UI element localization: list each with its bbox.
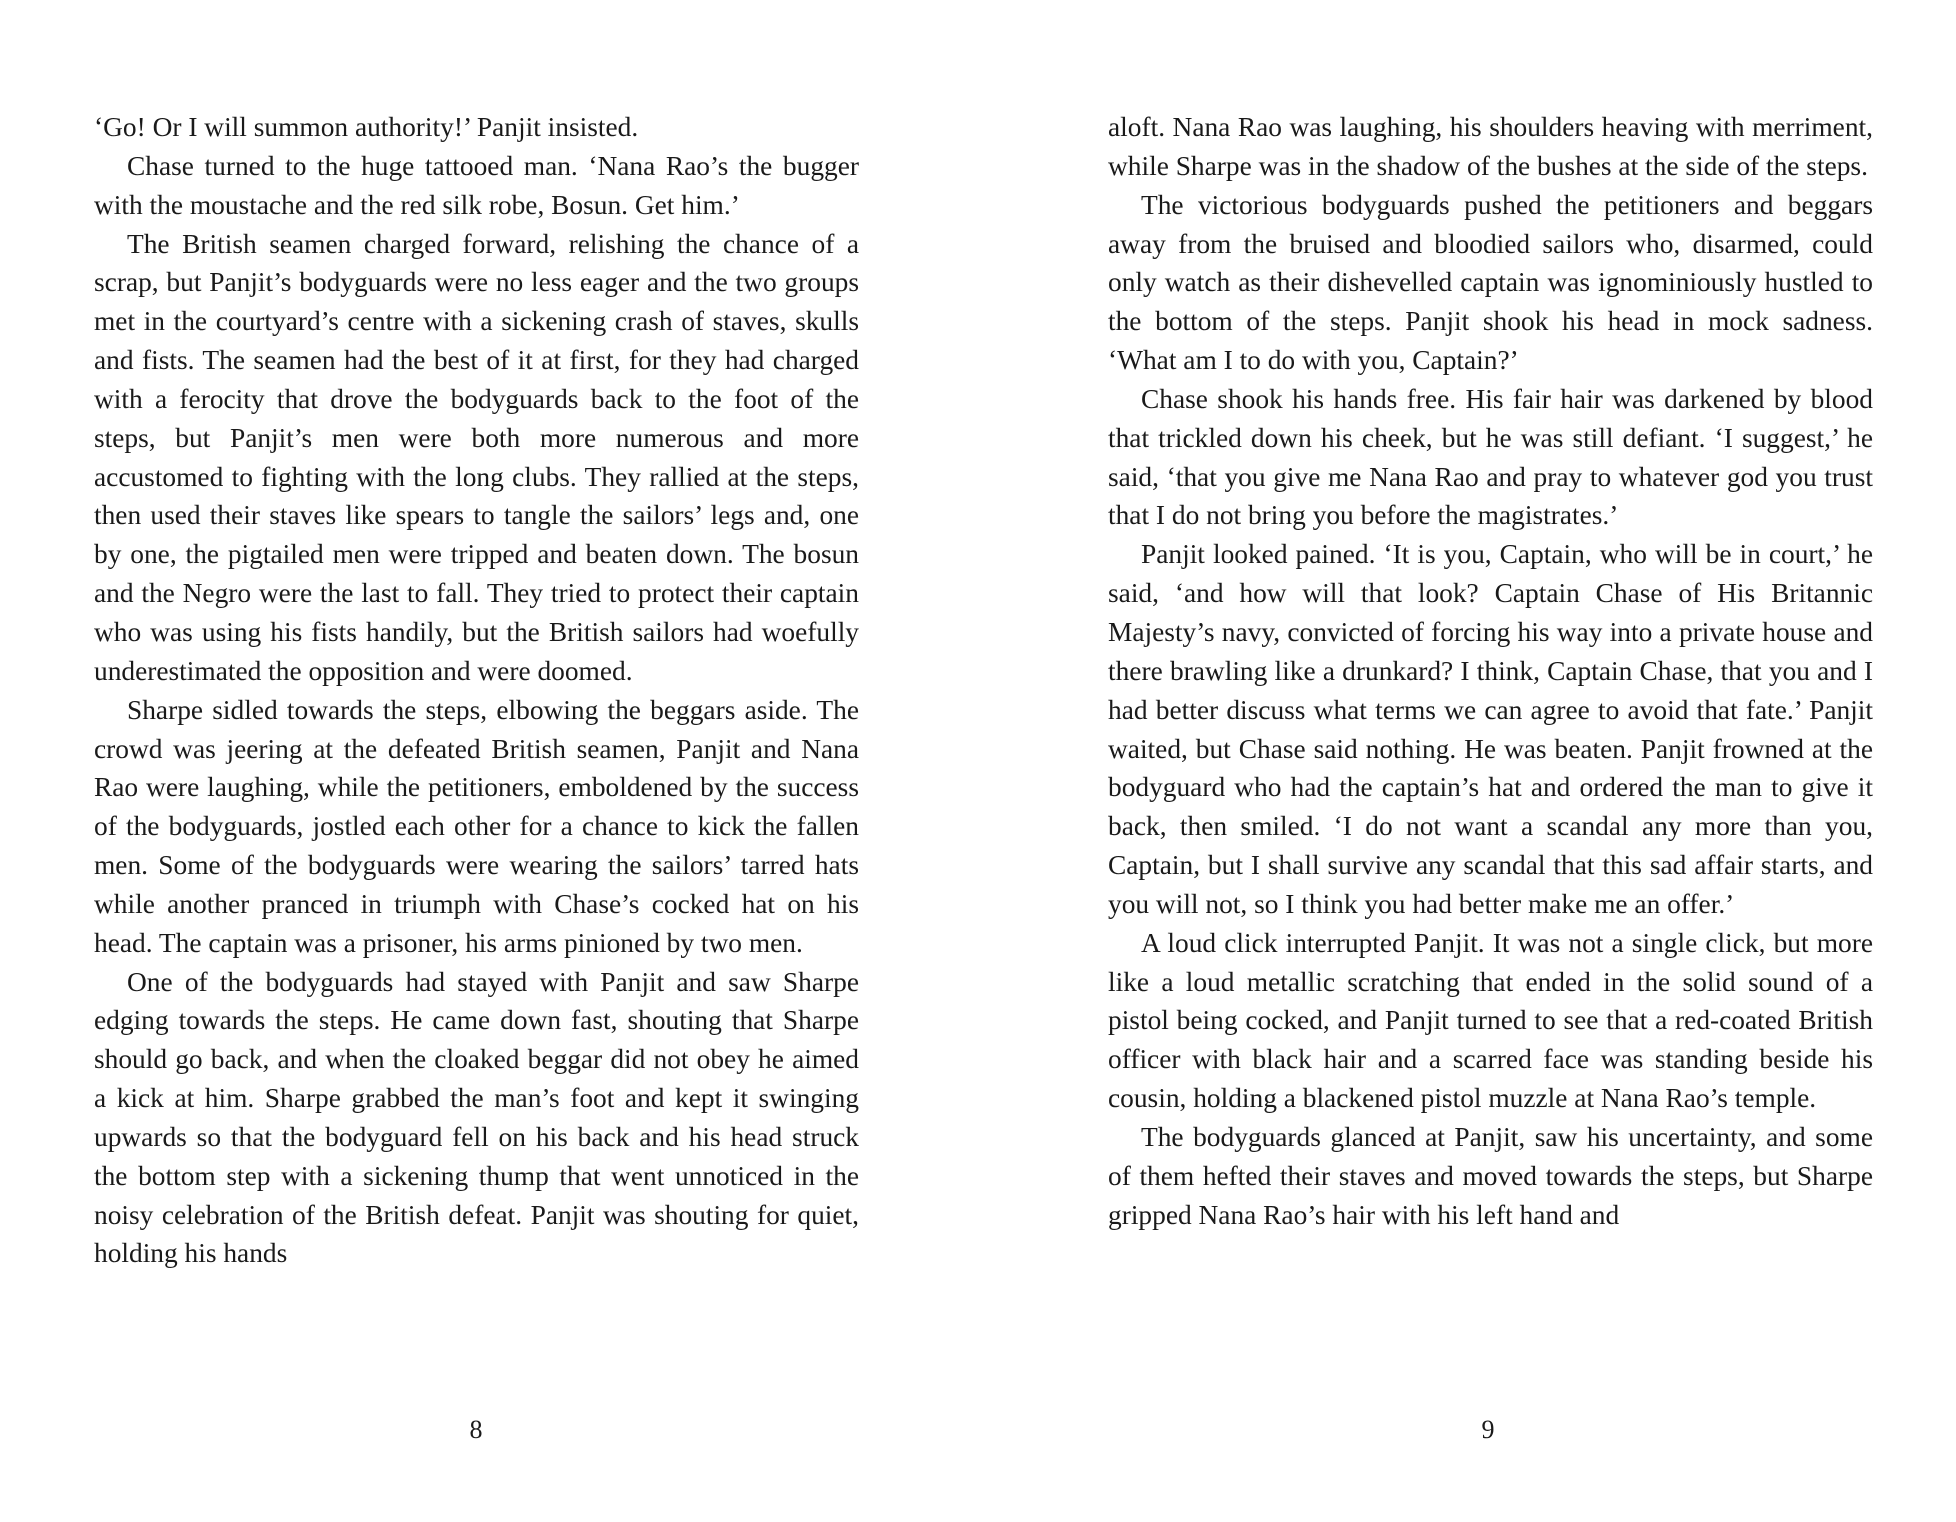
paragraph: ‘Go! Or I will summon authority!’ Panjit insisted.: [94, 112, 639, 142]
paragraph: Chase turned to the huge tattooed man. ‘Nana Rao’s the bugger with the moustache and the red silk robe, Bosun. Get him.’: [94, 150, 859, 220]
right-page: [1108, 108, 1873, 1234]
paragraph: The British seamen charged forward, relishing the chance of a scrap, but Panjit’s bodyguards were no less eager and the two groups met in the courtyard’s centre with a sickening crash of staves, skulls and fists. The seamen had the best of it at first, for they had charged with a ferocity that drove the bodyguards back to the foot of the steps, but Panjit’s men were both more numerous and more accustomed to fighting with the long clubs. They rallied at the steps, then used their staves like spears to tangle the sailors’ legs and, one by one, the pigtailed men were tripped and beaten down. The bosun and the Negro were the last to fall. They tried to protect their captain who was using his fists handily, but the British sailors had woefully underestimated the opposition and were doomed.: [94, 228, 859, 686]
paragraph: Sharpe sidled towards the steps, elbowing the beggars aside. The crowd was jeering at the defeated British seamen, Panjit and Nana Rao were laughing, while the petitioners, emboldened by the success of the bodyguards, jostled each other for a chance to kick the fallen men. Some of the bodyguards were wearing the sailors’ tarred hats while another pranced in triumph with Chase’s cocked hat on his head. The captain was a prisoner, his arms pinioned by two men.: [94, 694, 859, 958]
page-number-right: 9: [1481, 1415, 1495, 1444]
paragraph: Panjit looked pained. ‘It is you, Captain, who will be in court,’ he said, ‘and how will that look? Captain Chase of His Britannic Majesty’s navy, convicted of forcing his way into a private house and there brawling like a drunkard? I think, Captain Chase, that you and I had better discuss what terms we can agree to avoid that fate.’ Panjit waited, but Chase said nothing. He was beaten. Panjit frowned at the bodyguard who had the captain’s hat and ordered the man to give it back, then smiled. ‘I do not want a scandal any more than you, Captain, but I shall survive any scandal that this sad affair starts, and you will not, so I think you had better make me an offer.’: [1108, 539, 1873, 919]
paragraph: aloft. Nana Rao was laughing, his shoulders heaving with merriment, while Sharpe was in the shadow of the bushes at the side of the steps.: [1108, 112, 1873, 181]
paragraph: A loud click interrupted Panjit. It was not a single click, but more like a loud metallic scratching that ended in the solid sound of a pistol being cocked, and Panjit turned to see that a red-coated British officer with black hair and a scarred face was standing beside his cousin, holding a blackened pistol muzzle at Nana Rao’s temple.: [1108, 927, 1873, 1114]
left-page: [94, 108, 859, 1273]
paragraph: The victorious bodyguards pushed the petitioners and beggars away from the bruised and bloodied sailors who, disarmed, could only watch as their dishevelled captain was ignominiously hustled to the bottom of the steps. Panjit shook his head in mock sadness. ‘What am I to do with you, Captain?’: [1108, 189, 1873, 376]
right-page-text: [1108, 108, 1873, 1234]
paragraph: The bodyguards glanced at Panjit, saw his uncertainty, and some of them hefted their staves and moved towards the steps, but Sharpe gripped Nana Rao’s hair with his left hand and: [1108, 1121, 1873, 1230]
paragraph: Chase shook his hands free. His fair hair was darkened by blood that trickled down his cheek, but he was still defiant. ‘I suggest,’ he said, ‘that you give me Nana Rao and pray to whatever god you trust that I do not bring you before the magistrates.’: [1108, 383, 1873, 531]
left-page-text: [94, 108, 859, 1273]
page-number-left: 8: [469, 1415, 483, 1444]
paragraph: One of the bodyguards had stayed with Panjit and saw Sharpe edging towards the steps. He came down fast, shouting that Sharpe should go back, and when the cloaked beggar did not obey he aimed a kick at him. Sharpe grabbed the man’s foot and kept it swinging upwards so that the bodyguard fell on his back and his head struck the bottom step with a sickening thump that went unnoticed in the noisy celebration of the British defeat. Panjit was shouting for quiet, holding his hands: [94, 966, 859, 1269]
